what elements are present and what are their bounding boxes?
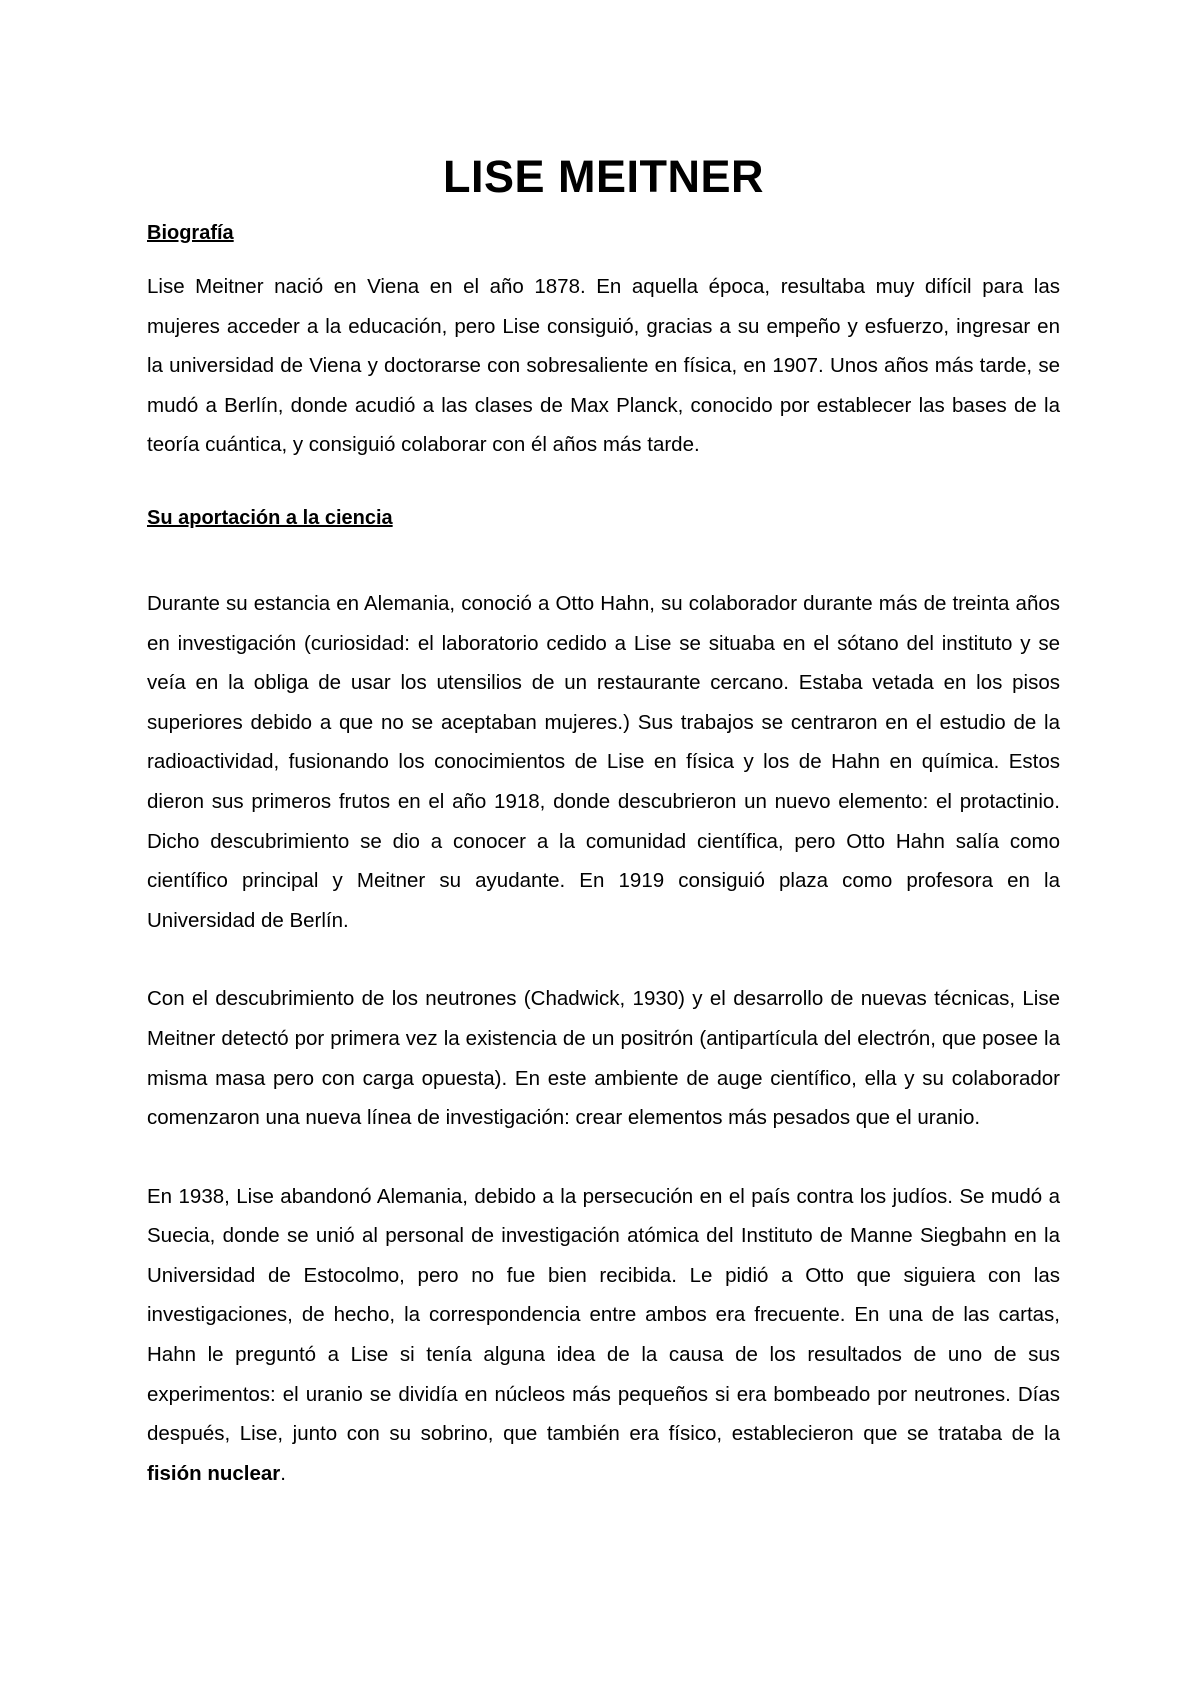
section-heading-biografia: Biografía — [147, 222, 234, 244]
bold-term-fision-nuclear: fisión nuclear — [147, 1461, 281, 1485]
paragraph-biografia: Lise Meitner nació en Viena en el año 1878. En aquella época, resultaba muy difícil para las mujeres acceder a la educación, pero Lise consiguió, gracias a su empeño y esfuerzo, ingresar en la universidad de Viena y doctorarse con sobresaliente en física, en 1907. Unos años más tarde, se mudó a Berlín, donde acudió a las clases de Max Planck, conocido por establecer las bases de la teoría cuántica, y consiguió colaborar con él años más tarde. — [147, 275, 1060, 457]
section-heading-aportacion: Su aportación a la ciencia — [147, 506, 393, 529]
paragraph-aportacion-3 — [147, 1177, 1060, 1494]
paragraph-end-punctuation: . — [280, 1461, 286, 1485]
paragraph-text: En 1938, Lise abandonó Alemania, debido a la persecución en el país contra los judíos. Se mudó a Suecia, donde se unió al personal de investigación atómica del Instituto de Manne Siegbahn en la Universidad de Estocolmo, pero no fue bien recibida. Le pidió a Otto que siguiera con las investigaciones, de hecho, la correspondencia entre ambos era frecuente. En una de las cartas, Hahn le preguntó a Lise si tenía alguna idea de la causa de los resultados de uno de sus experimentos: el uranio se dividía en núcleos más pequeños si era bombeado por neutrones. Días después, Lise, junto con su sobrino, que también era físico, establecieron que se trataba de la — [147, 1184, 1060, 1446]
paragraph-aportacion-1: Durante su estancia en Alemania, conoció a Otto Hahn, su colaborador durante más de treinta años en investigación (curiosidad: el laboratorio cedido a Lise se situaba en el sótano del instituto y se veía en la obliga de usar los utensilios de un restaurante cercano. Estaba vetada en los pisos superiores debido a que no se aceptaban mujeres.) Sus trabajos se centraron en el estudio de la radioactividad, fusionando los conocimientos de Lise en física y los de Hahn en química. Estos dieron sus primeros frutos en el año 1918, donde descubrieron un nuevo elemento: el protactinio. Dicho descubrimiento se dio a conocer a la comunidad científica, pero Otto Hahn salía como científico principal y Meitner su ayudante. En 1919 consiguió plaza como profesora en la Universidad de Berlín. — [147, 591, 1060, 932]
paragraph-aportacion-2: Con el descubrimiento de los neutrones (Chadwick, 1930) y el desarrollo de nuevas técnicas, Lise Meitner detectó por primera vez la existencia de un positrón (antipartícula del electrón, que posee la misma masa pero con carga opuesta). En este ambiente de auge científico, ella y su colaborador comenzaron una nueva línea de investigación: crear elementos más pesados que el uranio. — [147, 987, 1060, 1130]
document-title: LISE MEITNER — [442, 151, 765, 202]
